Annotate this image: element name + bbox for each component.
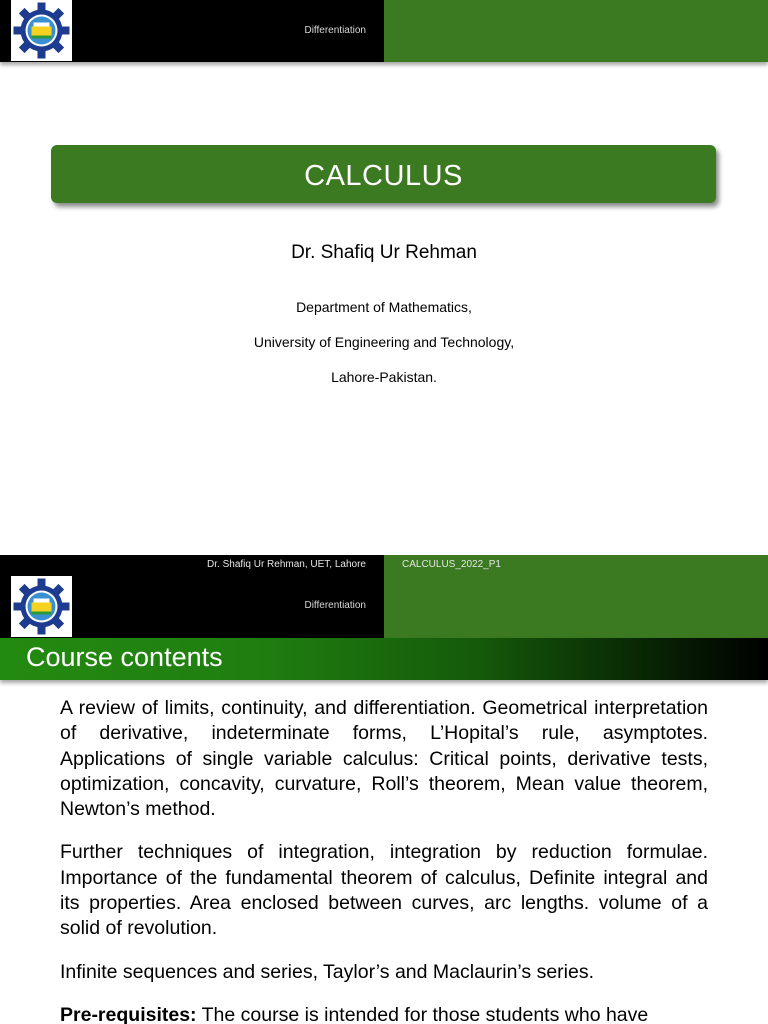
header-section-label: Differentiation xyxy=(304,600,366,611)
prerequisites-paragraph xyxy=(60,1003,708,1024)
prerequisites-label: Pre-requisites: xyxy=(60,1003,197,1024)
footer-bar xyxy=(0,555,768,576)
slide-content xyxy=(60,696,708,1024)
footer-author: Dr. Shafiq Ur Rehman, UET, Lahore xyxy=(207,559,366,570)
header-bar xyxy=(0,0,768,62)
header-bar xyxy=(0,576,768,638)
author-name: Dr. Shafiq Ur Rehman xyxy=(291,242,477,263)
presentation-title: CALCULUS xyxy=(51,145,716,203)
frame-title-bar xyxy=(0,638,768,680)
content-paragraph: Infinite sequences and series, Taylor’s and Maclaurin’s series. xyxy=(60,960,595,983)
footer-course-code: CALCULUS_2022_P1 xyxy=(402,559,501,570)
header-right-panel xyxy=(384,576,768,638)
university-logo-icon xyxy=(11,0,72,61)
course-contents-slide xyxy=(0,555,768,1024)
content-paragraph: Further techniques of integration, integration by reduction formulae. Importance of the fundamental theorem of calculus, Definite integral and its properties. Area enclosed between curves, arc lengths. volume of a solid of revolution. xyxy=(60,841,708,940)
frame-title: Course contents xyxy=(26,642,223,672)
university-logo-icon xyxy=(11,576,72,637)
content-paragraph: A review of limits, continuity, and differentiation. Geometrical interpretation of derivative, indeterminate forms, L’Hopital’s rule, asymptotes. Applications of single variable calculus: Critical points, derivative tests, optimization, concavity, curvature, Roll’s theorem, Mean value theorem, Newton’s method. xyxy=(60,697,708,821)
header-right-panel xyxy=(384,0,768,62)
prerequisites-text: The course is intended for those students who have xyxy=(201,1003,649,1024)
affiliation-line: Department of Mathematics, xyxy=(296,299,472,315)
affiliation-line: University of Engineering and Technology, xyxy=(253,334,515,350)
header-section-label: Differentiation xyxy=(304,25,366,36)
affiliation-line: Lahore-Pakistan. xyxy=(331,369,437,385)
